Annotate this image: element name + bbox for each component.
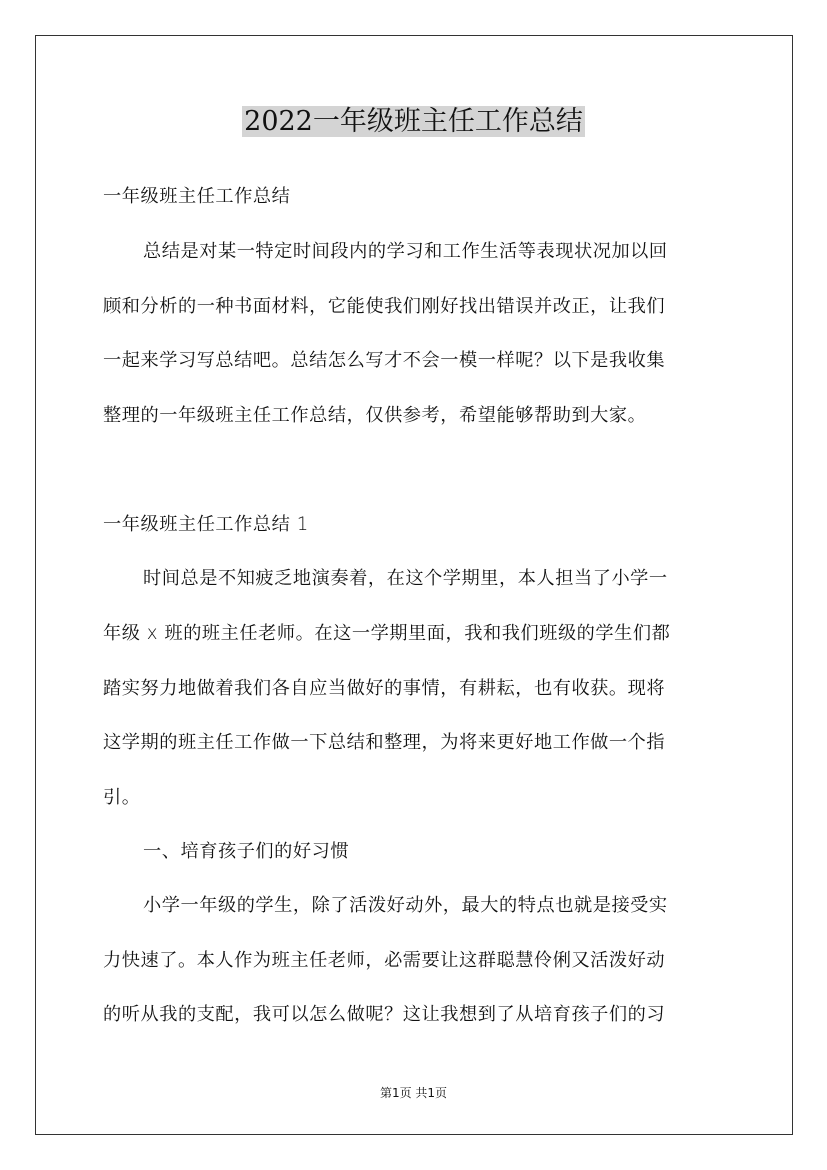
- intro-line: 顾和分析的一种书面材料，它能使我们刚好找出错误并改正，让我们: [103, 296, 666, 317]
- paragraph-line: 的听从我的支配，我可以怎么做呢？这让我想到了从培育孩子们的习: [103, 1004, 666, 1025]
- paragraph-line: 小学一年级的学生，除了活泼好动外，最大的特点也就是接受实: [143, 895, 668, 916]
- page-number-footer: 第1页 共1页: [379, 1086, 448, 1100]
- section-heading: 一年级班主任工作总结 1: [103, 514, 309, 535]
- subheading: 一、培育孩子们的好习惯: [143, 841, 350, 862]
- intro-line: 整理的一年级班主任工作总结，仅供参考，希望能够帮助到大家。: [103, 405, 647, 426]
- subtitle: 一年级班主任工作总结: [103, 186, 291, 207]
- section-line: 踏实努力地做着我们各自应当做好的事情，有耕耘，也有收获。现将: [103, 678, 666, 699]
- intro-line: 一起来学习写总结吧。总结怎么写才不会一模一样呢？以下是我收集: [103, 350, 666, 371]
- section-line: 时间总是不知疲乏地演奏着，在这个学期里，本人担当了小学一: [143, 568, 668, 589]
- section-line: 年级 x 班的班主任老师。在这一学期里面，我和我们班级的学生们都: [103, 623, 671, 644]
- intro-line: 总结是对某一特定时间段内的学习和工作生活等表现状况加以回: [143, 241, 668, 262]
- paragraph-line: 力快速了。本人作为班主任老师，必需要让这群聪慧伶俐又活泼好动: [103, 950, 666, 971]
- document-title: [0, 103, 827, 141]
- section-line: 引。: [103, 787, 141, 808]
- document-title-text: 2022一年级班主任工作总结: [244, 106, 583, 137]
- section-line: 这学期的班主任工作做一下总结和整理，为将来更好地工作做一个指: [103, 732, 666, 753]
